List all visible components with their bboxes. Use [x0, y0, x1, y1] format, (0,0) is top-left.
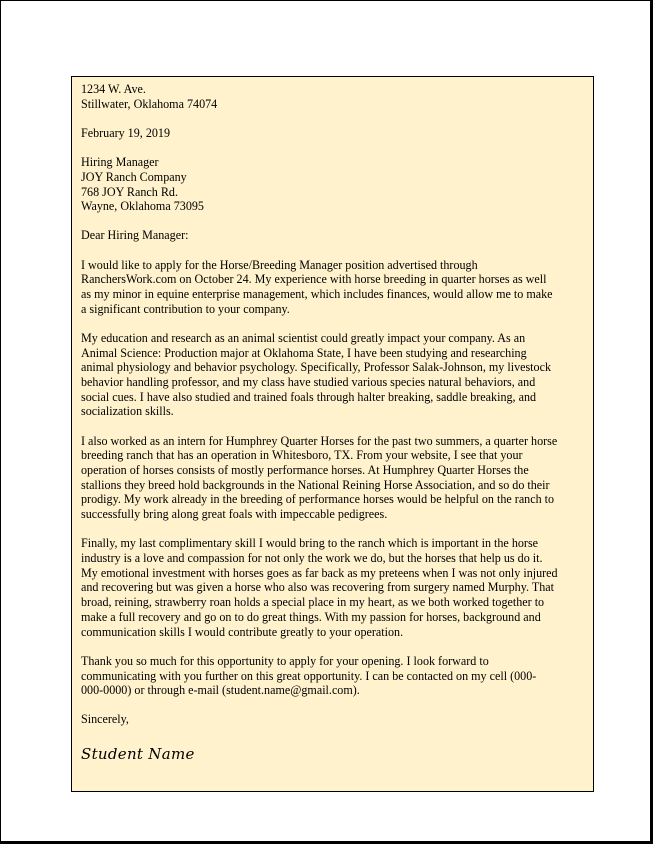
closing-text: Sincerely, [81, 712, 129, 727]
recipient-address [81, 155, 585, 214]
letter-date [81, 126, 585, 141]
recipient-city-state-zip: Wayne, Oklahoma 73095 [81, 199, 204, 214]
sender-street: 1234 W. Ave. [81, 82, 146, 96]
recipient-title: Hiring Manager [81, 155, 159, 170]
sender-city-state-zip: Stillwater, Oklahoma 74074 [81, 96, 218, 111]
salutation [81, 228, 585, 243]
body-paragraph-intro: I would like to apply for the Horse/Breeding Manager position advertised through RanchersWork.com on October 24. My experience with horse breeding in quarter horses as well as my minor in equine enterprise management, which includes finances, would allow me to make a significant contribution to your company. [81, 257, 553, 316]
body-paragraph-thanks: Thank you so much for this opportunity to apply for your opening. I look forward to communicating with you further on this great opportunity. I can be contacted on my cell (000- 000-0000) or through e-mail (student.name@gmail.com). [81, 653, 537, 698]
body-paragraph-internship: I also worked as an intern for Humphrey Quarter Horses for the past two summers, a quarter horse breeding ranch that has an operation in Whitesboro, TX. From your website, I see that your operation of horses consists of mostly performance horses. At Humphrey Quarter Horses the stallions they breed hold backgrounds in the National Reining Horse Association, and so do their prodigy. My work already in the breeding of performance horses would be helpful on the ranch to successfully bring along great foals with impeccable pedigrees. [81, 433, 558, 522]
salutation-text: Dear Hiring Manager: [81, 228, 189, 243]
closing [81, 712, 585, 727]
recipient-company: JOY Ranch Company [81, 169, 187, 184]
body-paragraph-education: My education and research as an animal scientist could greatly impact your company. As an Animal Science: Production major at Oklahoma State, I have been studying and researching animal physiology and behavior psychology. Specifically, Professor Salak-Johnson, my livestock behavior handling professor, and my class have studied various species natural behaviors, and social cues. I have also studied and trained foals through halter breaking, saddle breaking, and socialization skills. [81, 330, 552, 419]
recipient-street: 768 JOY Ranch Rd. [81, 184, 178, 199]
signature: Student Name [81, 745, 195, 764]
sender-address [81, 82, 585, 111]
body-paragraph-passion: Finally, my last complimentary skill I would bring to the ranch which is important in the horse industry is a love and compassion for not only the work we do, but the horses that help us do it. My emotional investment with horses goes as far back as my preteens when I was not only injured and recovering but was given a horse who also was recovering from surgery named Murphy. That broad, reining, strawberry roan holds a special place in my heart, as we both worked together to make a full recovery and go on to do great things. With my passion for horses, background and communication skills I would contribute greatly to your operation. [81, 536, 558, 639]
date-text: February 19, 2019 [81, 125, 171, 140]
cover-letter [71, 76, 594, 792]
